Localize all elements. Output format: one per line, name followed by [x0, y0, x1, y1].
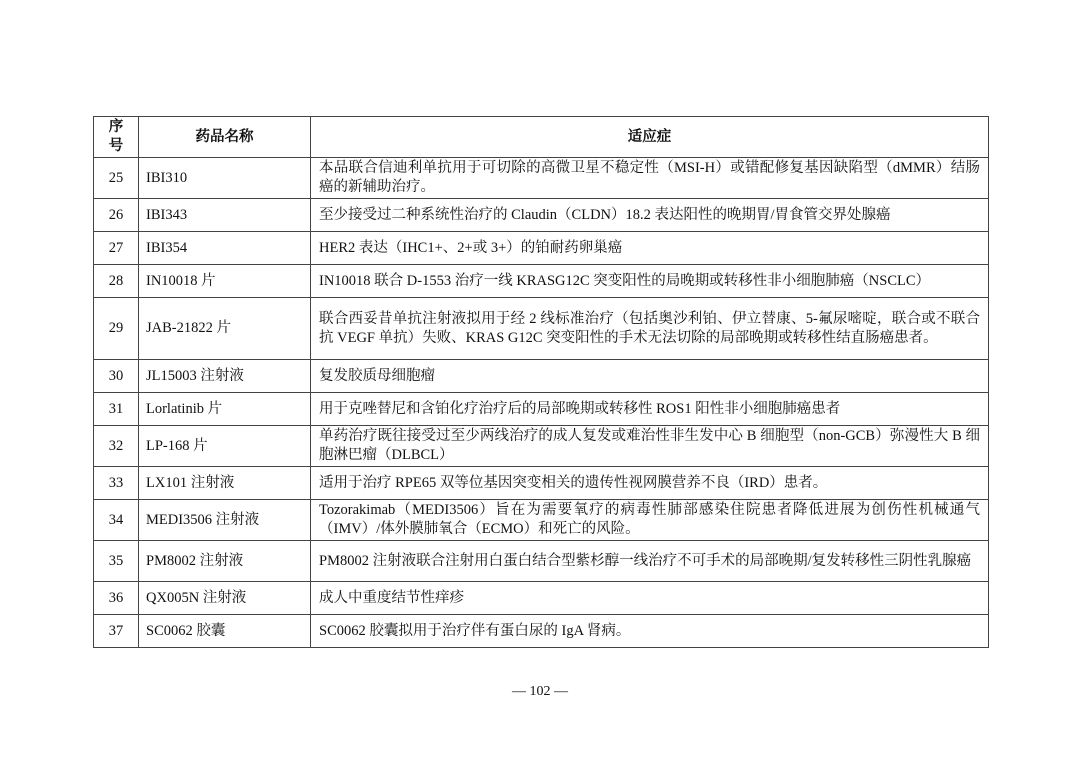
row-index: 28: [94, 265, 139, 298]
row-index: 27: [94, 232, 139, 265]
table-row: [94, 265, 989, 298]
indication-text: Tozorakimab（MEDI3506）旨在为需要氧疗的病毒性肺部感染住院患者降低进展为创伤性机械通气（IMV）/体外膜肺氧合（ECMO）和死亡的风险。: [311, 500, 989, 541]
indication-text: HER2 表达（IHC1+、2+或 3+）的铂耐药卵巢癌: [311, 232, 989, 265]
header-name: 药品名称: [139, 117, 311, 158]
drug-name: JL15003 注射液: [139, 360, 311, 393]
drug-name: LP-168 片: [139, 426, 311, 467]
table-header-row: [94, 117, 989, 158]
indication-text: 复发胶质母细胞瘤: [311, 360, 989, 393]
indication-text: 成人中重度结节性痒疹: [311, 582, 989, 615]
row-index: 32: [94, 426, 139, 467]
table-row: [94, 582, 989, 615]
table-row: [94, 500, 989, 541]
table-row: [94, 615, 989, 648]
row-index: 33: [94, 467, 139, 500]
drug-name: Lorlatinib 片: [139, 393, 311, 426]
row-index: 29: [94, 298, 139, 360]
drug-name: MEDI3506 注射液: [139, 500, 311, 541]
drug-name: IBI310: [139, 158, 311, 199]
drug-table: [93, 116, 989, 648]
indication-text: 单药治疗既往接受过至少两线治疗的成人复发或难治性非生发中心 B 细胞型（non-GCB）弥漫性大 B 细胞淋巴瘤（DLBCL）: [311, 426, 989, 467]
table-row: [94, 393, 989, 426]
indication-text: 本品联合信迪利单抗用于可切除的高微卫星不稳定性（MSI-H）或错配修复基因缺陷型（dMMR）结肠癌的新辅助治疗。: [311, 158, 989, 199]
row-index: 31: [94, 393, 139, 426]
row-index: 34: [94, 500, 139, 541]
indication-text: 联合西妥昔单抗注射液拟用于经 2 线标准治疗（包括奥沙利铂、伊立替康、5-氟尿嘧啶，联合或不联合抗 VEGF 单抗）失败、KRAS G12C 突变阳性的手术无法切除的局部晚期或转移性结直肠癌患者。: [311, 298, 989, 360]
row-index: 36: [94, 582, 139, 615]
table-row: [94, 541, 989, 582]
drug-name: IBI343: [139, 199, 311, 232]
table-row: [94, 298, 989, 360]
drug-name: LX101 注射液: [139, 467, 311, 500]
table-row: [94, 199, 989, 232]
drug-name: IN10018 片: [139, 265, 311, 298]
row-index: 35: [94, 541, 139, 582]
drug-name: JAB-21822 片: [139, 298, 311, 360]
table-row: [94, 158, 989, 199]
indication-text: SC0062 胶囊拟用于治疗伴有蛋白尿的 IgA 肾病。: [311, 615, 989, 648]
indication-text: PM8002 注射液联合注射用白蛋白结合型紫杉醇一线治疗不可手术的局部晚期/复发转移性三阴性乳腺癌: [311, 541, 989, 582]
table-row: [94, 232, 989, 265]
indication-text: 用于克唑替尼和含铂化疗治疗后的局部晚期或转移性 ROS1 阳性非小细胞肺癌患者: [311, 393, 989, 426]
table-row: [94, 426, 989, 467]
row-index: 26: [94, 199, 139, 232]
header-indication: 适应症: [311, 117, 989, 158]
table-row: [94, 467, 989, 500]
row-index: 25: [94, 158, 139, 199]
table-row: [94, 360, 989, 393]
row-index: 37: [94, 615, 139, 648]
drug-name: IBI354: [139, 232, 311, 265]
row-index: 30: [94, 360, 139, 393]
indication-text: 适用于治疗 RPE65 双等位基因突变相关的遗传性视网膜营养不良（IRD）患者。: [311, 467, 989, 500]
header-index: 序号: [94, 117, 139, 158]
page-number: — 102 —: [512, 684, 568, 699]
indication-text: 至少接受过二种系统性治疗的 Claudin（CLDN）18.2 表达阳性的晚期胃/胃食管交界处腺癌: [311, 199, 989, 232]
indication-text: IN10018 联合 D-1553 治疗一线 KRASG12C 突变阳性的局晚期或转移性非小细胞肺癌（NSCLC）: [311, 265, 989, 298]
drug-name: QX005N 注射液: [139, 582, 311, 615]
drug-name: PM8002 注射液: [139, 541, 311, 582]
drug-name: SC0062 胶囊: [139, 615, 311, 648]
